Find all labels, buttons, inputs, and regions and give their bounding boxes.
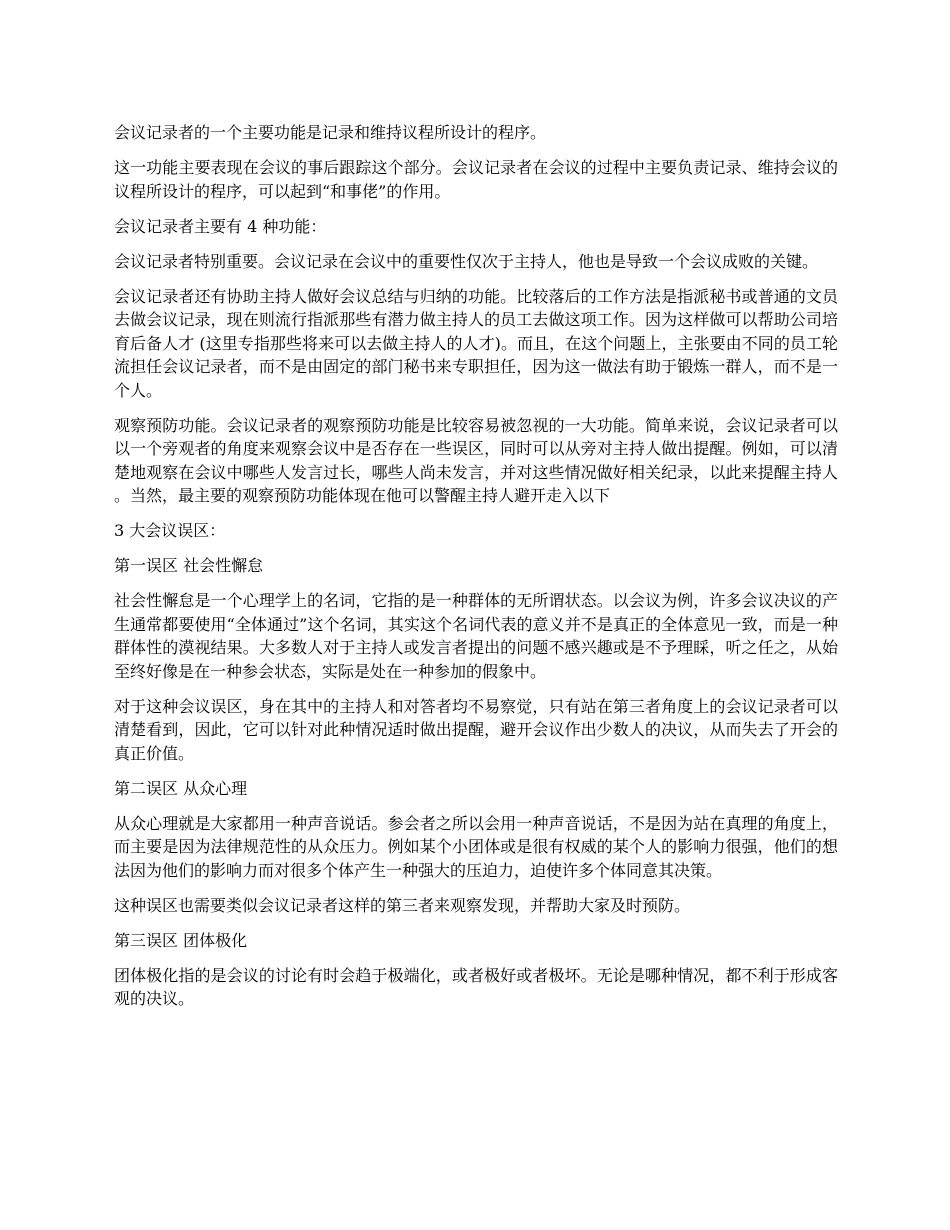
paragraph-observation-function: 观察预防功能。会议记录者的观察预防功能是比较容易被忽视的一大功能。简单来说，会议记录者可以以一个旁观者的角度来观察会议中是否存在一些误区，同时可以从旁对主持人做出提醒。例如，可以清楚地观察在会议中哪些人发言过长，哪些人尚未发言，并对这些情况做好相关纪录，以此来提醒主持人。当然，最主要的观察预防功能体现在他可以警醒主持人避开走入以下 <box>114 415 838 505</box>
paragraph-conformity: 从众心理就是大家都用一种声音说话。参会者之所以会用一种声音说话，不是因为站在真理的角度上，而主要是因为法律规范性的从众压力。例如某个小团体或是很有权威的某个人的影响力很强，他们的想法因为他们的影响力而对很多个体产生一种强大的压迫力，迫使许多个体同意其决策。 <box>114 813 838 880</box>
paragraph-follow-up: 这一功能主要表现在会议的事后跟踪这个部分。会议记录者在会议的过程中主要负责记录、维持会议的议程所设计的程序，可以起到“和事佬”的作用。 <box>114 158 838 201</box>
paragraph-group-polarization: 团体极化指的是会议的讨论有时会趋于极端化，或者极好或者极坏。无论是哪种情况，都不利于形成客观的决议。 <box>114 965 838 1008</box>
heading-pitfall-two: 第二误区 从众心理 <box>114 778 248 798</box>
heading-pitfall-one: 第一误区 社会性懈怠 <box>114 556 264 575</box>
heading-pitfall-three: 第三误区 团体极化 <box>114 930 248 950</box>
document-body <box>114 121 838 1022</box>
paragraph-social-loafing-remedy: 对于这种会议误区，身在其中的主持人和对答者均不易察觉，只有站在第三者角度上的会议记录者可以清楚看到，因此，它可以针对此种情况适时做出提醒，避开会议作出少数人的决议，从而失去了开会的真正价值。 <box>114 696 838 763</box>
paragraph-social-loafing: 社会性懈怠是一个心理学上的名词，它指的是一种群体的无所谓状态。以会议为例，许多会议决议的产生通常都要使用“全体通过”这个名词，其实这个名词代表的意义并不是真正的全体意见一致，而是一种群体性的漠视结果。大多数人对于主持人或发言者提出的问题不感兴趣或是不予理睬，听之任之，从始至终好像是在一种参会状态，实际是处在一种参加的假象中。 <box>114 591 838 681</box>
paragraph-conformity-remedy: 这种误区也需要类似会议记录者这样的第三者来观察发现，并帮助大家及时预防。 <box>114 895 691 915</box>
paragraph-intro: 会议记录者的一个主要功能是记录和维持议程所设计的程序。 <box>114 123 547 142</box>
paragraph-importance: 会议记录者特别重要。会议记录在会议中的重要性仅次于主持人，他也是导致一个会议成败的关键。 <box>114 251 819 271</box>
paragraph-summary-function: 会议记录者还有协助主持人做好会议总结与归纳的功能。比较落后的工作方法是指派秘书或普通的文员去做会议记录，现在则流行指派那些有潜力做主持人的员工去做这项工作。因为这样做可以帮助公司培育后备人才 (这里专指那些将来可以去做主持人的人才)。而且，在这个问题上，主张要由不同的员工轮流担任会议记录者，而不是由固定的部门秘书来专职担任，因为这一做法有助于锻炼一群人，而不是一个人。 <box>114 286 838 400</box>
paragraph-four-functions: 会议记录者主要有 4 种功能： <box>114 216 327 236</box>
paragraph-three-pitfalls: 3 大会议误区： <box>114 521 226 540</box>
